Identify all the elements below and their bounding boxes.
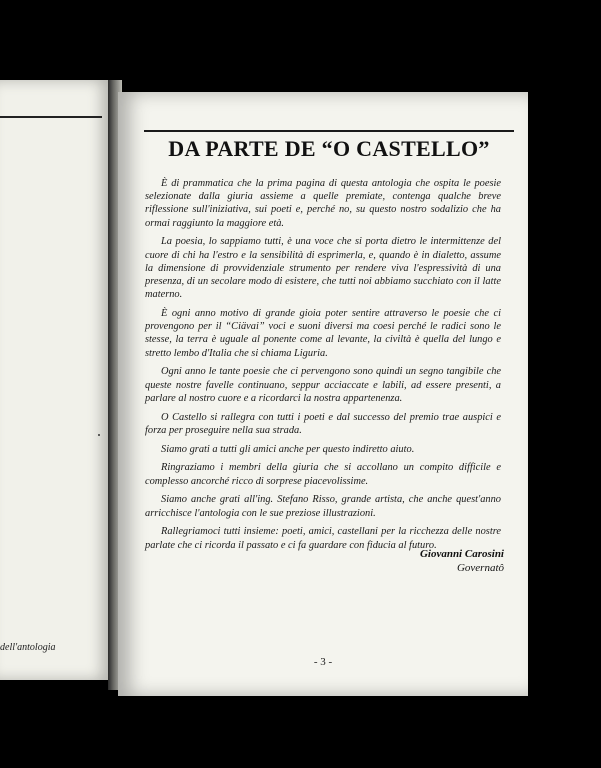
paragraph: È di prammatica che la prima pagina di questa antologia che ospita le poesie selezionate dalla giuria assieme a quelle premiate, contenga qualche breve riflessione sull'iniziativa, sui poeti e, perché no, su questo nostro sodalizio che ha ormai raggiunto la maggiore età. (145, 178, 501, 229)
signature-role: Governatô (456, 562, 504, 574)
paragraph: Siamo grati a tutti gli amici anche per questo indiretto aiuto. (161, 443, 415, 455)
left-page-footer: dell'antologia (0, 642, 56, 653)
paragraph: O Castello si rallegra con tutti i poeti e dal successo del premio trae auspici e forza per proseguire nella sua strada. (145, 411, 501, 436)
paragraph: La poesia, lo sappiamo tutti, è una voce che si porta dietro le intermittenze del cuore di chi ha l'estro e la sensibilità di esprimerla, e, quando è in dialetto, assume la dimensione di provvidenziale strumento per rendere viva l'espressività di una presenza, di un secolare modo di esistere, che tutti noi abbiamo succhiato con il latte materno. (145, 236, 501, 301)
right-page (118, 92, 528, 696)
paragraph: Siamo anche grati all'ing. Stefano Risso, grande artista, che anche quest'anno arricchisce l'antologia con le sue preziose illustrazioni. (145, 494, 501, 519)
paragraph: Ringraziamo i membri della giuria che si accollano un compito difficile e complesso ancorché ricco di sorprese piacevolissime. (145, 462, 501, 487)
paragraph: Ogni anno le tante poesie che ci pervengono sono quindi un segno tangibile che queste nostre favelle continuano, seppur acciaccate e labili, ad essere presenti, a parlare al nostro cuore e a ricordarci la nostra appartenenza. (145, 366, 501, 404)
page-number: - 3 - (313, 656, 333, 668)
left-page-mark (98, 434, 100, 436)
signature (420, 547, 504, 575)
paragraph: È ogni anno motivo di grande gioia poter sentire attraverso le poesie che ci provengono per il “Ciävai” voci e suoni diversi ma coesi perché le radici sono le stesse, la terra è uguale al ponente come al levante, la civiltà è quella del lungo e stretto lembo d'Italia che si chiama Liguria. (145, 308, 501, 359)
signature-name: Giovanni Carosini (419, 548, 504, 560)
body-text (145, 177, 501, 557)
left-page-rule (0, 116, 102, 118)
header-rule (144, 130, 514, 132)
left-page (0, 80, 112, 680)
paragraph: Rallegriamoci tutti insieme: poeti, amici, castellani per la ricchezza delle nostre parlate che ci ricorda il passato e ci fa guardare con fiducia al futuro. (145, 526, 501, 551)
page-title: DA PARTE DE “O CASTELLO” (168, 136, 490, 161)
